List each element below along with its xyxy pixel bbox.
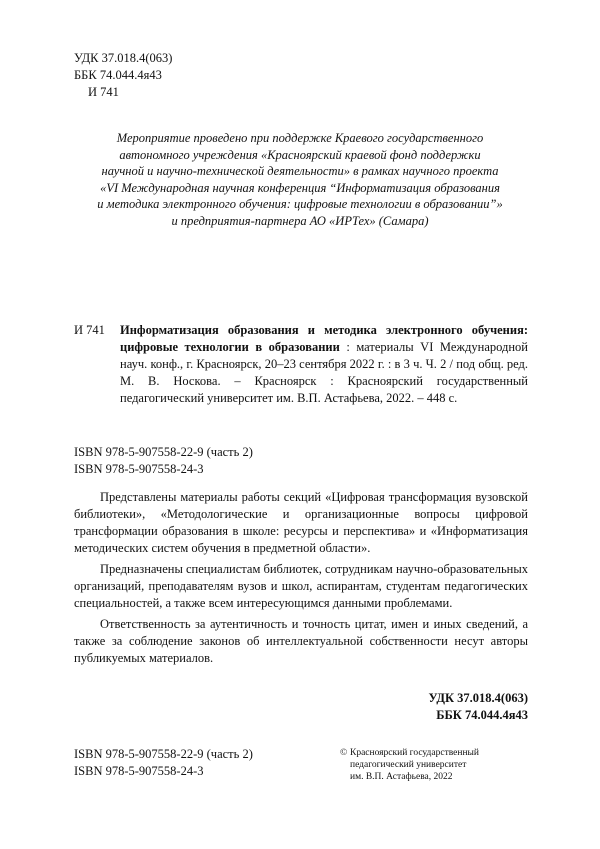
classification-block bbox=[74, 50, 172, 101]
copyright-line: им. В.П. Астафьева, 2022 bbox=[350, 772, 453, 782]
annotation-paragraph: Ответственность за аутентичность и точность цитат, имен и иных сведений, а также за соблюдение законов об интеллектуальной собственности несут авторы публикуемых материалов. bbox=[74, 617, 528, 665]
support-line: и методика электронного обучения: цифровые технологии в образовании”» bbox=[97, 197, 503, 211]
isbn-block bbox=[74, 444, 253, 478]
bottom-isbn-part: ISBN 978-5-907558-22-9 (часть 2) bbox=[74, 747, 253, 761]
record-code: И 741 bbox=[74, 323, 105, 337]
isbn-general: ISBN 978-5-907558-24-3 bbox=[74, 462, 204, 476]
bibliographic-record bbox=[74, 322, 528, 407]
udk-code: УДК 37.018.4(063) bbox=[74, 51, 173, 65]
copyright-notice bbox=[340, 747, 479, 783]
annotation bbox=[74, 489, 528, 671]
copyright-line: Красноярский государственный bbox=[350, 748, 480, 758]
support-line: автономного учреждения «Красноярский краевой фонд поддержки bbox=[119, 147, 481, 162]
support-line: Мероприятие проведено при поддержке Краевого государственного bbox=[116, 131, 484, 145]
isbn-part: ISBN 978-5-907558-22-9 (часть 2) bbox=[74, 445, 253, 459]
copyright-symbol: © bbox=[340, 748, 348, 758]
footer-bbk: ББК 74.044.4я43 bbox=[436, 708, 528, 722]
support-line: научной и научно-технической деятельности» в рамках научного проекта bbox=[101, 164, 499, 178]
record-body bbox=[74, 322, 528, 407]
copyright-line: педагогический университет bbox=[350, 760, 467, 770]
support-line: и предприятия-партнера АО «ИРТех» (Самара) bbox=[171, 213, 429, 228]
annotation-paragraph: Предназначены специалистам библиотек, сотрудникам научно-образовательных организаций, преподавателям вузов и школ, аспирантам, студентам педагогических специальностей, а также всем интересующимся данными проблемами. bbox=[74, 562, 528, 610]
author-index: И 741 bbox=[88, 85, 119, 99]
support-note bbox=[60, 130, 540, 229]
footer-codes bbox=[428, 690, 528, 724]
bottom-isbn-block bbox=[74, 746, 253, 780]
bbk-code: ББК 74.044.4я43 bbox=[74, 68, 162, 82]
bottom-isbn-general: ISBN 978-5-907558-24-3 bbox=[74, 764, 204, 778]
support-line: «VI Международная научная конференция “Информатизация образования bbox=[100, 180, 500, 195]
record-details: : материалы VI Международной науч. конф., г. Красноярск, 20–23 сентября 2022 г. : в 3 ч. Ч. 2 / под общ. ред. М. В. Носкова. – Красноярск : Красноярский государственный педагогический университет им. В.П. Астафьева, 2022. – 448 с. bbox=[120, 340, 528, 405]
record-title: Информатизация образования и методика электронного обучения: цифровые технологии в образовании bbox=[120, 323, 528, 354]
annotation-paragraph: Представлены материалы работы секций «Цифровая трансформация вузовской библиотеки», «Методологические и организационные вопросы цифровой трансформации образования в школе: ресурсы и перспектива» и «Информатизация методических систем обучения в предметной области». bbox=[74, 490, 528, 555]
footer-udk: УДК 37.018.4(063) bbox=[428, 691, 528, 705]
